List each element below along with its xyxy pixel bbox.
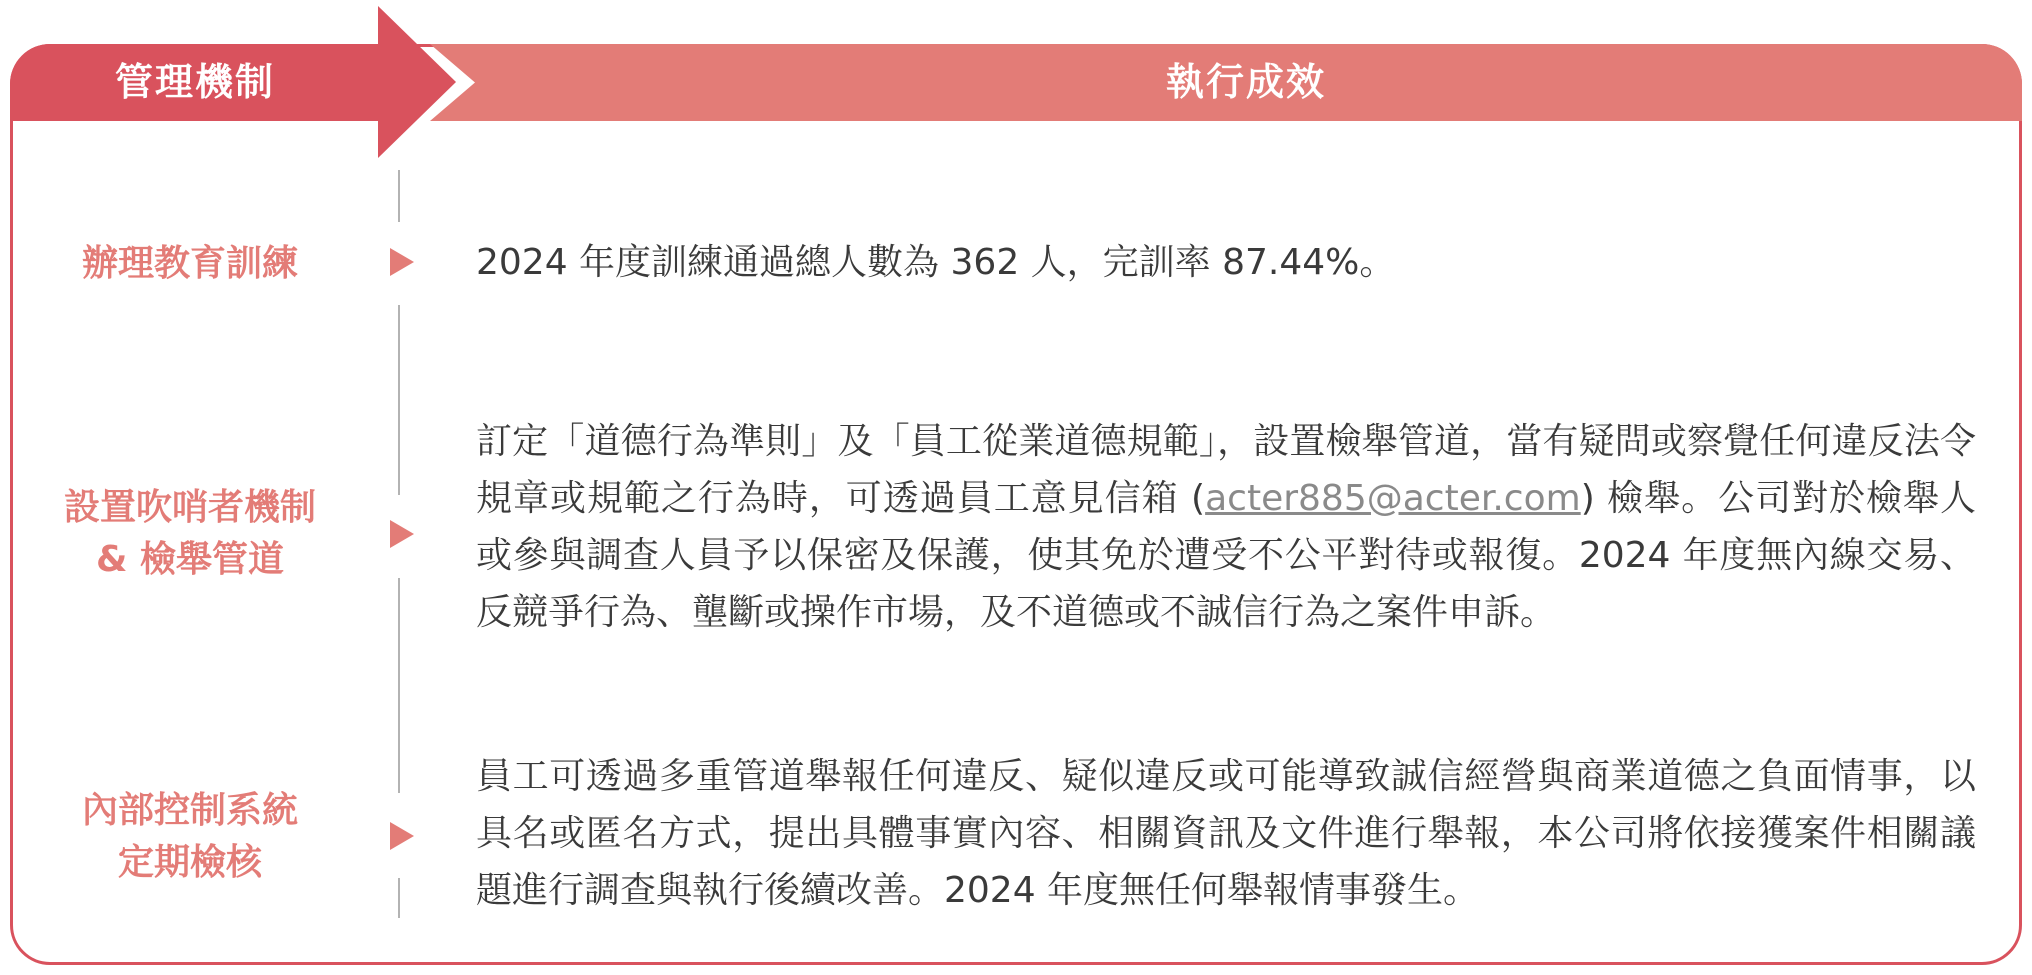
header-arrow-icon [378,6,456,158]
divider-line [398,878,400,918]
header-management-mechanism: 管理機制 [114,60,275,104]
row-label-line: 內部控制系統 [81,790,298,831]
row-label-line: 設置吹哨者機制 [63,487,316,528]
row-label-internal-control [30,785,350,889]
row-label-line: 定期檢核 [117,842,262,883]
row-marker-icon [390,520,414,548]
divider-line [398,305,400,495]
row-label-whistleblower [30,482,350,586]
row-label-training [30,238,350,290]
row-content-whistleblower [476,413,1976,641]
divider-line [398,578,400,793]
divider-line [398,170,400,222]
header-execution-results: 執行成效 [1165,60,1326,104]
row-label-line: 辦理教育訓練 [81,243,298,284]
row-content-training: 2024 年度訓練通過總人數為 362 人，完訓率 87.44%。 [476,242,1396,283]
content-text: 訂定「道德行為準則」及「員工從業道德規範」，設置檢舉管道，當有疑問或察覺任何違反法令規章或規範之行為時，可透過員工意見信箱 ( [476,421,1976,519]
row-marker-icon [390,822,414,850]
row-content-internal-control: 員工可透過多重管道舉報任何違反、疑似違反或可能導致誠信經營與商業道德之負面情事，以具名或匿名方式，提出具體事實內容、相關資訊及文件進行舉報，本公司將依接獲案件相關議題進行調查與執行後續改善。2024 年度無任何舉報情事發生。 [476,756,1976,911]
row-label-line: & 檢舉管道 [96,539,284,580]
content-text: ) 檢舉。公司對於檢舉人或參與調查人員予以保密及保護，使其免於遭受不公平對待或報復。2024 年度無內線交易、反競爭行為、壟斷或操作市場，及不道德或不誠信行為之案件申訴。 [476,478,1976,633]
row-marker-icon [390,248,414,276]
email-link[interactable]: acter885@acter.com [1205,478,1581,519]
